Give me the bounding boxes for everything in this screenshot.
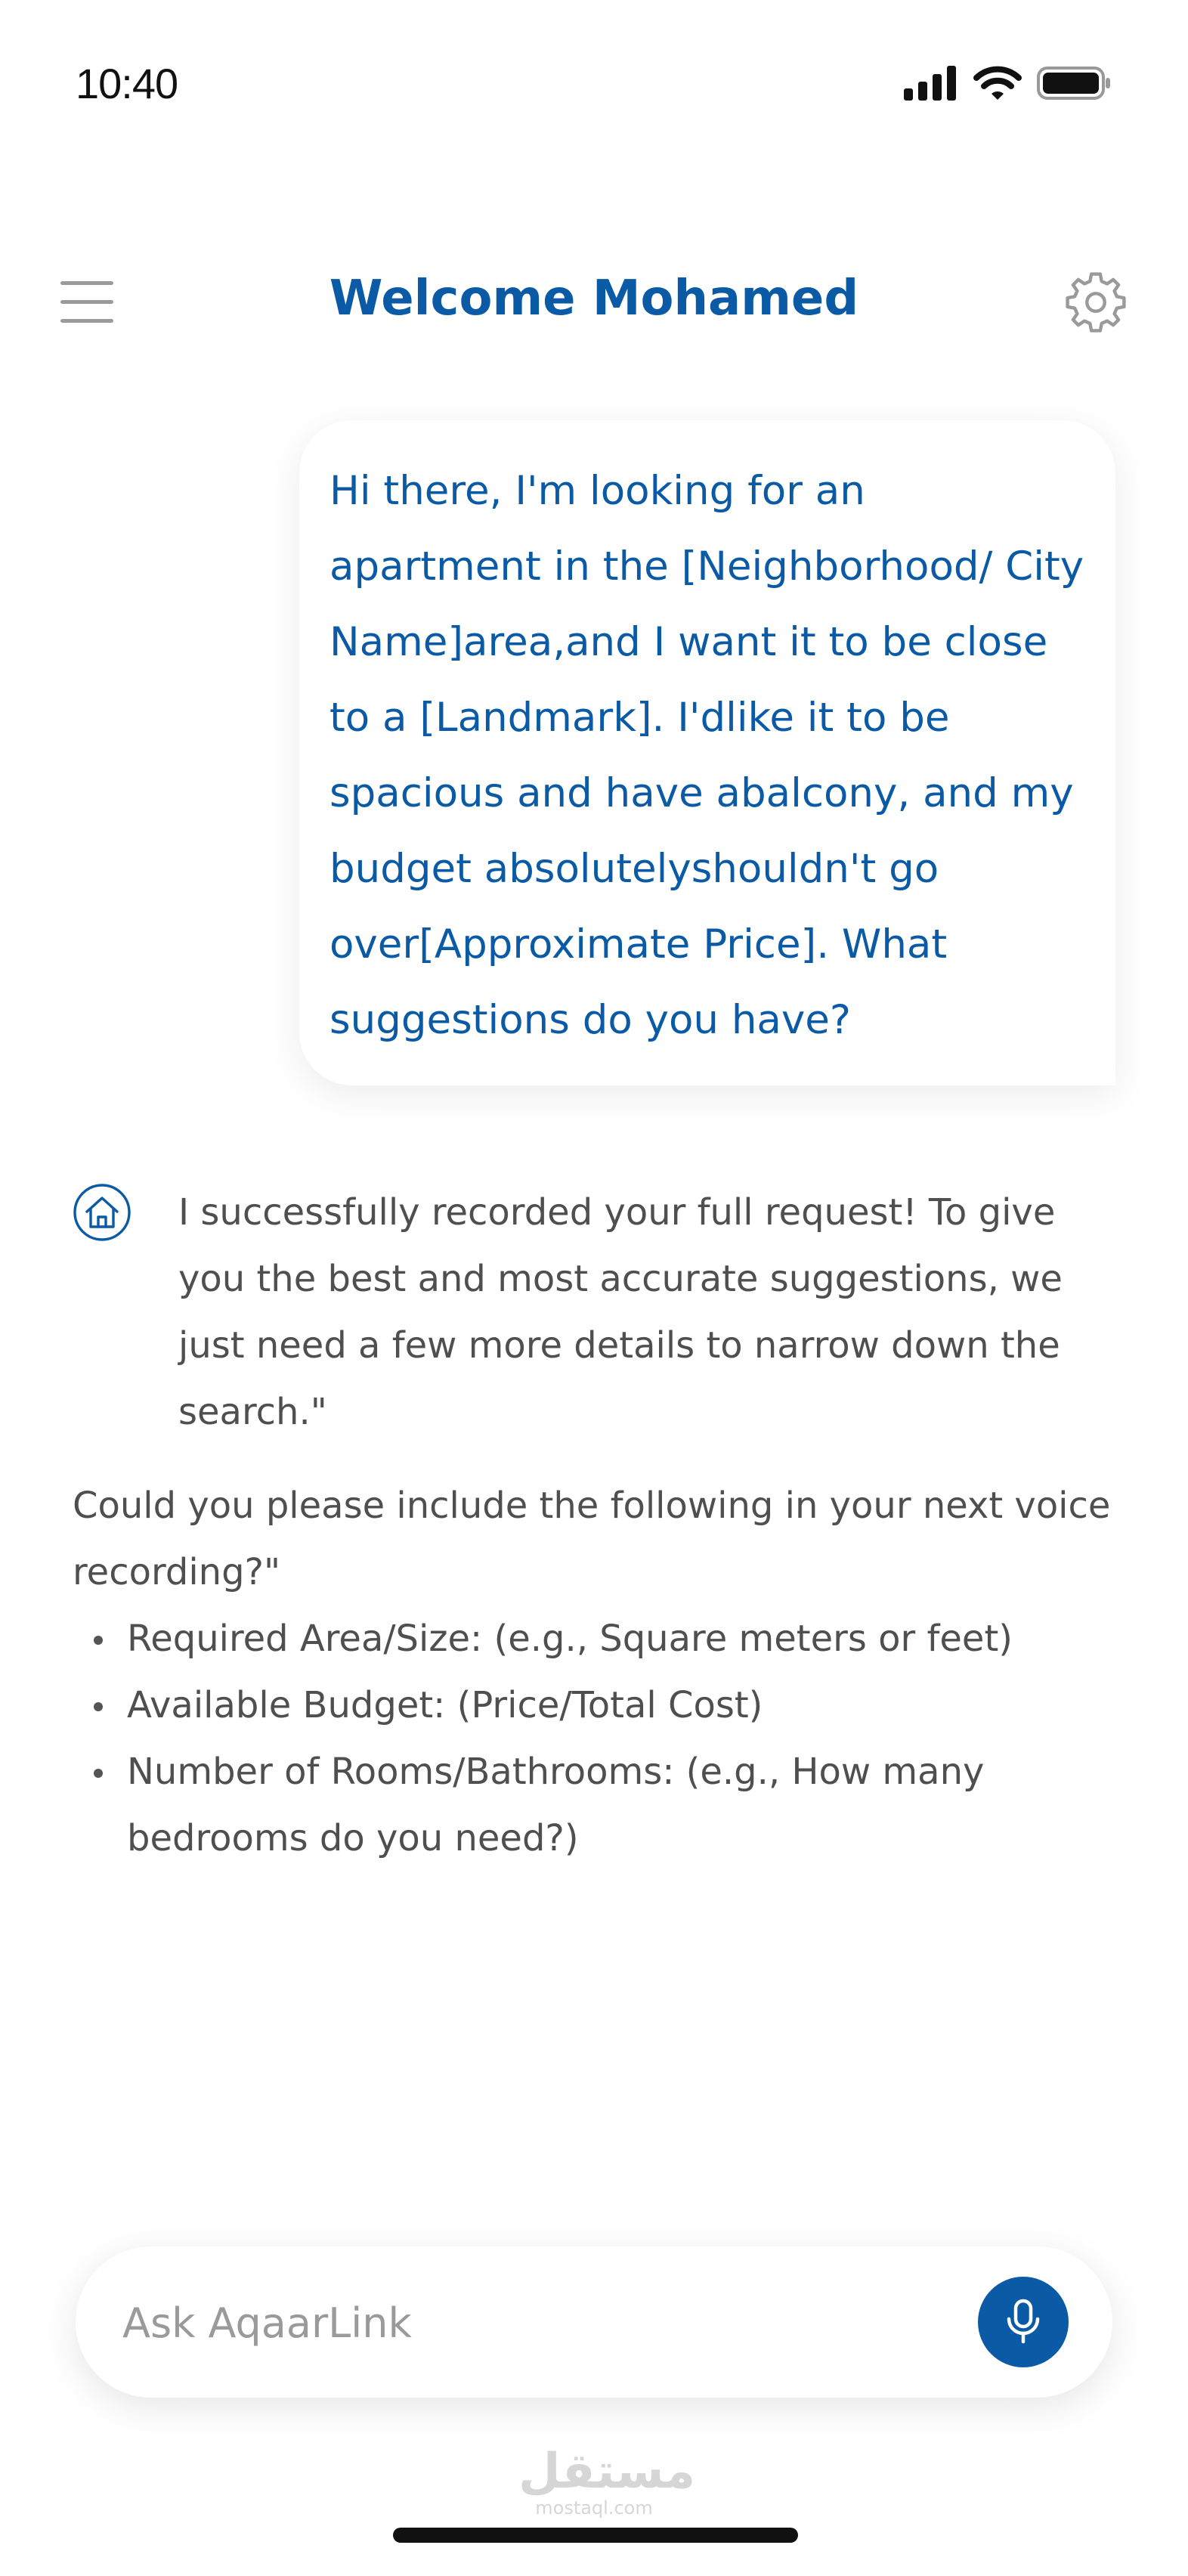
wifi-icon [973, 66, 1022, 101]
watermark-latin: mostaql.com [535, 2497, 653, 2519]
user-message-text: Hi there, I'm looking for an apartment in the [Neighborhood/ City Name]area,and I want it to be close to a [Landmark]. I'dlike it to be spacious and have abalcony, and my budget absolutelyshouldn't go over[Approximate Price]. What suggestions do you have? [329, 468, 1084, 1043]
list-item-text: Number of Rooms/Bathrooms: (e.g., How many bedrooms do you need?) [127, 1751, 985, 1859]
battery-icon [1037, 65, 1112, 101]
list-item [73, 1672, 1055, 1738]
home-indicator[interactable] [393, 2528, 798, 2543]
watermark-arabic: مستقل [518, 2444, 696, 2500]
list-item [73, 1605, 1055, 1672]
list-item-text: Available Budget: (Price/Total Cost) [127, 1684, 763, 1726]
cellular-signal-icon [904, 66, 958, 101]
status-time: 10:40 [76, 60, 178, 107]
list-item [73, 1738, 1055, 1872]
ask-input[interactable] [121, 2284, 917, 2361]
followup-prompt: Could you please include the following in your next voice recording?" [73, 1485, 1111, 1593]
microphone-button[interactable] [978, 2277, 1069, 2367]
list-item-text: Required Area/Size: (e.g., Square meters or feet) [127, 1618, 1013, 1660]
bullet-dot [94, 1636, 103, 1645]
watermark [518, 2444, 696, 2520]
microphone-icon [1002, 2298, 1044, 2346]
page-title: Welcome Mohamed [329, 271, 859, 327]
status-icons [904, 65, 1112, 101]
bot-reply-text: I successfully recorded your full request! To give you the best and most accurate suggestions, we just need a few more details to narrow down the search." [178, 1191, 1063, 1433]
user-message-bubble [299, 420, 1115, 1085]
requirements-list [73, 1605, 1055, 1872]
ask-bar [76, 2246, 1112, 2398]
bullet-dot [94, 1702, 103, 1711]
gear-icon[interactable] [1063, 269, 1129, 336]
bullet-dot [94, 1769, 103, 1778]
house-icon [73, 1183, 131, 1242]
